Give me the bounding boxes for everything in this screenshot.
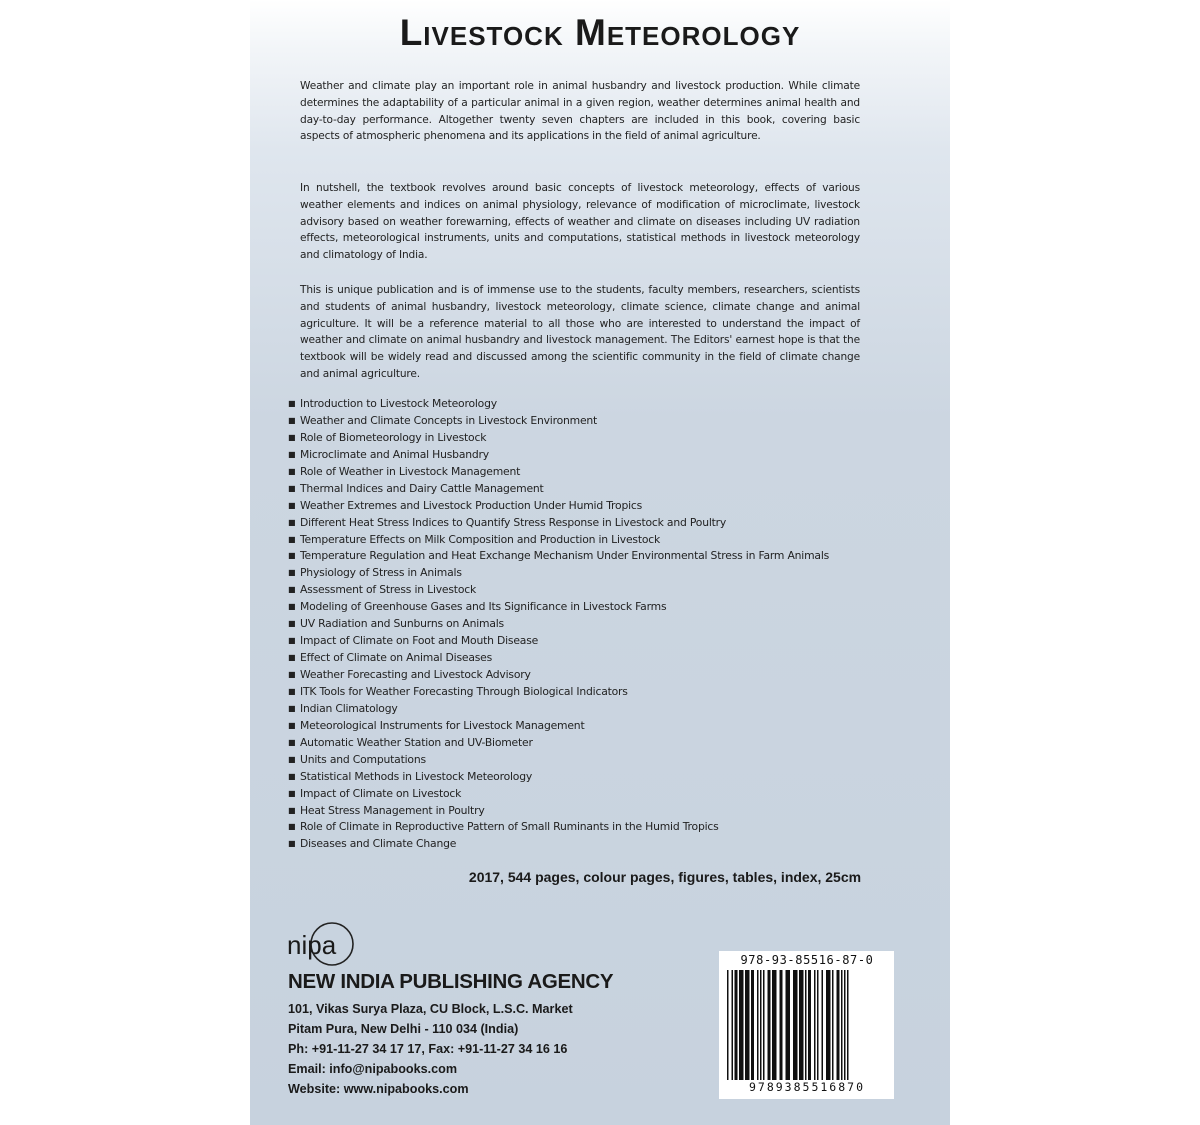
chapter-item: ■ Impact of Climate on Livestock xyxy=(288,786,462,800)
barcode-bar xyxy=(768,970,771,1080)
chapter-item: ■ Weather and Climate Concepts in Livestock Environment xyxy=(288,413,598,427)
barcode-bar xyxy=(786,970,791,1080)
chapter-item: ■ ITK Tools for Weather Forecasting Through Biological Indicators xyxy=(288,684,628,698)
logo-text: nipa xyxy=(287,930,337,960)
barcode-bar xyxy=(772,970,777,1080)
chapter-item: ■ Introduction to Livestock Meteorology xyxy=(288,397,497,410)
barcode-bar xyxy=(822,970,824,1080)
chapter-item: ■ Role of Weather in Livestock Management xyxy=(288,464,521,478)
barcode-bar xyxy=(808,970,811,1080)
chapter-item: ■ Role of Biometeorology in Livestock xyxy=(288,430,487,444)
isbn-top-text: 978-93-85516-87-0 xyxy=(740,953,874,967)
barcode-bar xyxy=(826,970,831,1080)
description-paragraph-2: In nutshell, the textbook revolves around basic concepts of livestock meteorology, effects of various weather elements and indices on animal physiology, relevance of modification of microclimate, livestock advisory based on weather forewarning, effects of weather and climate on diseases including UV radiation effects, meteorological instruments, units and computations, statistical methods in livestock meteorology and climatology of India. xyxy=(300,182,860,262)
barcode-bar xyxy=(732,970,734,1080)
chapter-item: ■ Impact of Climate on Foot and Mouth Disease xyxy=(288,634,539,648)
chapter-item: ■ Temperature Effects on Milk Composition and Production in Livestock xyxy=(288,532,661,546)
barcode-bar xyxy=(847,970,849,1080)
barcode-bar xyxy=(760,970,762,1080)
chapter-item: ■ Meteorological Instruments for Livestock Management xyxy=(288,718,585,732)
barcode-bar xyxy=(805,970,807,1080)
chapter-item: ■ Microclimate and Animal Husbandry xyxy=(288,447,489,461)
description-paragraph-1: Weather and climate play an important role in animal husbandry and livestock production. While climate determines the adaptability of a particular animal in a given region, weather determines animal health and day-to-day performance. Altogether twenty seven chapters are included in this book, covering basic aspects of atmospheric phenomena and its applications in the field of animal agriculture. xyxy=(300,80,860,143)
publisher-phone: Ph: +91-11-27 34 17 17, Fax: +91-11-27 34 16 16 xyxy=(288,1042,568,1056)
barcode xyxy=(719,951,894,1099)
barcode-bar xyxy=(832,970,834,1080)
publisher-address-line-1: 101, Vikas Surya Plaza, CU Block, L.S.C. Market xyxy=(288,1002,573,1016)
chapter-item: ■ Assessment of Stress in Livestock xyxy=(288,583,477,597)
publisher-website: Website: www.nipabooks.com xyxy=(288,1082,469,1096)
book-specs: 2017, 544 pages, colour pages, figures, tables, index, 25cm xyxy=(468,869,862,885)
barcode-bar xyxy=(780,970,783,1080)
chapter-item: ■ UV Radiation and Sunburns on Animals xyxy=(288,617,504,631)
nipa-logo xyxy=(284,917,358,967)
chapter-item: ■ Modeling of Greenhouse Gases and Its Significance in Livestock Farms xyxy=(288,600,667,614)
barcode-bar xyxy=(793,970,798,1080)
book-title: Livestock Meteorology xyxy=(399,12,801,53)
barcode-bar xyxy=(799,970,804,1080)
chapter-item: ■ Effect of Climate on Animal Diseases xyxy=(288,651,493,665)
publisher-name: NEW INDIA PUBLISHING AGENCY xyxy=(288,970,614,993)
chapter-item: ■ Thermal Indices and Dairy Cattle Management xyxy=(288,481,544,495)
chapter-item: ■ Weather Extremes and Livestock Production Under Humid Tropics xyxy=(288,498,643,512)
chapter-item: ■ Weather Forecasting and Livestock Advisory xyxy=(288,668,531,681)
barcode-bar xyxy=(817,970,819,1080)
chapter-item: ■ Heat Stress Management in Poultry xyxy=(288,803,485,817)
chapter-item: ■ Diseases and Climate Change xyxy=(288,837,457,851)
barcode-bars xyxy=(725,970,889,1082)
barcode-bar xyxy=(841,970,843,1080)
description-paragraph-3: This is unique publication and is of immense use to the students, faculty members, researchers, scientists and students of animal husbandry, livestock meteorology, climate science, climate change and animal agriculture. It will be a reference material to all those who are interested to understand the impact of weather and climate on animal husbandry and livestock management. The Editors' earnest hope is that the textbook will be widely read and discussed among the scientific community in the field of climate change and animal agriculture. xyxy=(300,284,860,380)
chapter-item: ■ Statistical Methods in Livestock Meteorology xyxy=(288,769,533,783)
publisher-address-line-2: Pitam Pura, New Delhi - 110 034 (India) xyxy=(288,1022,519,1036)
barcode-bar xyxy=(727,970,729,1080)
publisher-email: Email: info@nipabooks.com xyxy=(288,1062,458,1076)
barcode-bar xyxy=(757,970,759,1080)
barcode-bar xyxy=(844,970,846,1080)
barcode-bar xyxy=(763,970,765,1080)
barcode-bar xyxy=(814,970,816,1080)
chapter-item: ■ Physiology of Stress in Animals xyxy=(288,566,462,580)
chapter-item: ■ Automatic Weather Station and UV-Biometer xyxy=(288,735,533,749)
barcode-bar xyxy=(751,970,754,1080)
chapter-item: ■ Indian Climatology xyxy=(288,701,398,715)
chapter-item: ■ Units and Computations xyxy=(288,752,426,766)
chapter-item: ■ Role of Climate in Reproductive Pattern of Small Ruminants in the Humid Tropics xyxy=(288,820,719,834)
barcode-bar xyxy=(735,970,738,1080)
barcode-bar xyxy=(837,970,840,1080)
chapter-item: ■ Different Heat Stress Indices to Quantify Stress Response in Livestock and Poultry xyxy=(288,515,727,529)
chapter-list xyxy=(288,396,829,853)
barcode-bar xyxy=(739,970,744,1080)
barcode-bar xyxy=(745,970,750,1080)
isbn-bottom-text: 9789385516870 xyxy=(723,1080,891,1094)
chapter-item: ■ Temperature Regulation and Heat Exchange Mechanism Under Environmental Stress in Farm Animals xyxy=(288,549,830,563)
